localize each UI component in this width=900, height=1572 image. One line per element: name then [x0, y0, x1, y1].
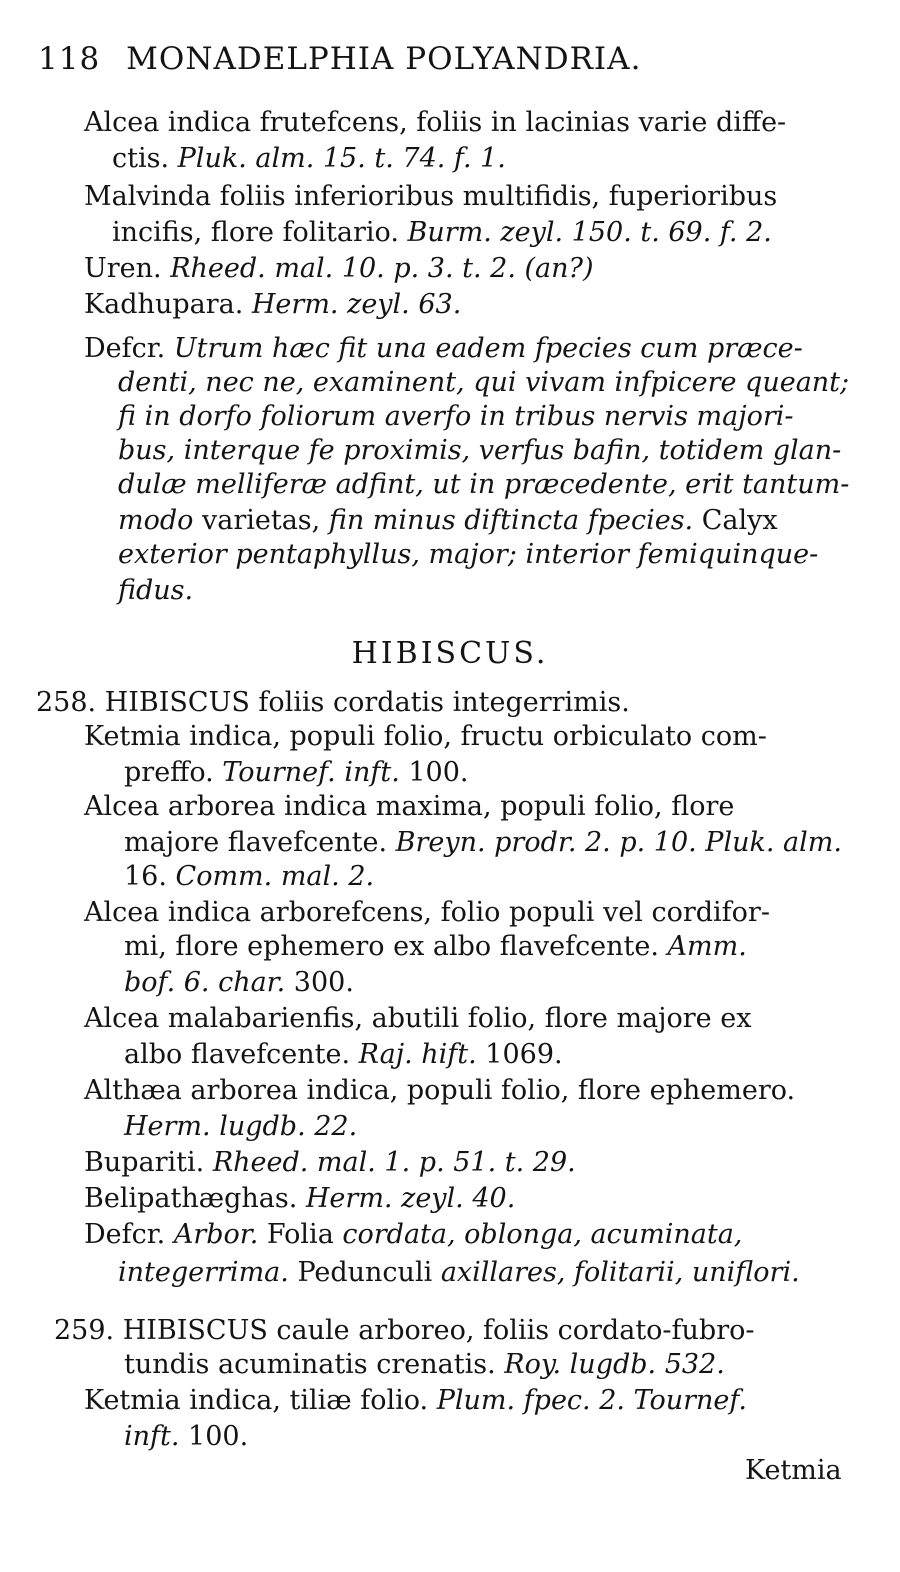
roman-run: 258. HIBISCUS foliis cordatis integerrimis. [36, 687, 630, 718]
italic-run: Herm. zeyl. 63. [251, 289, 462, 320]
italic-run: Comm. mal. 2. [175, 861, 375, 892]
description-line [118, 468, 849, 502]
description-line [84, 332, 803, 366]
entry-258-line [124, 966, 354, 1000]
roman-run: Pedunculi [288, 1257, 441, 1288]
italic-run: dulæ melliferæ adfint, ut in præcedente, erit tantum- [118, 469, 850, 500]
entry-258-line [84, 720, 767, 754]
catchword: Ketmia [745, 1455, 842, 1486]
roman-run: 300. [293, 967, 354, 998]
italic-run: fidus. [118, 575, 194, 606]
entry-258-line [124, 756, 468, 790]
entry-259-line [84, 1384, 747, 1418]
roman-run: tundis acuminatis crenatis. [124, 1349, 505, 1380]
entry-258-line [124, 930, 747, 964]
italic-run: fi in dorfo foliorum averfo in tribus nervis majori- [118, 401, 794, 432]
italic-run: axillares, folitarii, uniflori. [440, 1257, 800, 1288]
italic-run: Burm. zeyl. 150. t. 69. f. 2. [407, 217, 772, 248]
italic-run: Utrum hæc fit una eadem fpecies cum præce- [173, 333, 803, 364]
entry-258-line [124, 1110, 357, 1144]
description-line [118, 574, 193, 608]
synonym-line [84, 180, 777, 214]
italic-run: Raj. hift. [358, 1039, 486, 1070]
entry-258-line [124, 860, 374, 894]
synonym-line [84, 106, 786, 140]
roman-run: 16. [124, 861, 176, 892]
italic-run: bof. 6. char. [124, 967, 294, 998]
roman-run: mi, flore ephemero ex albo flavefcente. [124, 931, 668, 962]
description-line [118, 538, 818, 572]
entry-259-line [124, 1420, 248, 1454]
roman-run: preffo. [124, 757, 223, 788]
roman-run: Ketmia indica, populi folio, fructu orbiculato com- [84, 721, 767, 752]
italic-run: Plum. fpec. 2. Tournef. [436, 1385, 747, 1416]
roman-run: Alcea indica frutefcens, foliis in lacinias varie diffe- [84, 107, 787, 138]
entry-258-line [118, 1256, 800, 1290]
italic-run: Tournef. inft. [222, 757, 409, 788]
section-title: HIBISCUS. [351, 636, 549, 671]
running-title: MONADELPHIA POLYANDRIA. [126, 41, 642, 77]
italic-run: Herm. lugdb. 22. [124, 1111, 358, 1142]
entry-258-line [84, 1182, 515, 1216]
description-line [118, 434, 841, 468]
italic-run: denti, nec ne, examinent, qui vivam infpicere queant; [118, 367, 850, 398]
entry-258-line [84, 790, 734, 824]
entry-258-line [84, 1146, 576, 1180]
roman-run: 1069. [485, 1039, 563, 1070]
roman-run: Uren. [84, 253, 171, 284]
roman-run: Alcea indica arborefcens, folio populi vel cordifor- [84, 897, 770, 928]
italic-run: fin minus diftincta fpecies. [328, 505, 694, 536]
entry-258-line [124, 1038, 563, 1072]
roman-run: 259. HIBISCUS caule arboreo, foliis cordato-fubro- [54, 1315, 755, 1346]
roman-run: Alcea arborea indica maxima, populi folio, flore [84, 791, 735, 822]
description-line [118, 504, 778, 538]
roman-run: ctis. [112, 143, 178, 174]
roman-run: 100. [408, 757, 469, 788]
italic-run: Rheed. mal. 10. p. 3. t. 2. (an?) [170, 253, 594, 284]
synonym-line [112, 216, 772, 250]
entry-258-line [84, 1218, 742, 1252]
synonym-line [84, 252, 594, 286]
italic-run: bus, interque fe proximis, verfus bafin, totidem glan- [118, 435, 842, 466]
entry-259-line [124, 1348, 725, 1382]
description-line [118, 400, 794, 434]
italic-run: Amm. [667, 931, 747, 962]
roman-run: incifis, flore folitario. [112, 217, 408, 248]
italic-run: Arbor. [173, 1219, 259, 1250]
roman-run: Belipathæghas. [84, 1183, 306, 1214]
italic-run: exterior pentaphyllus, major; interior femiquinque- [118, 539, 819, 570]
synonym-line [112, 142, 506, 176]
page-number: 118 [38, 41, 101, 77]
entry-258-line [36, 686, 630, 720]
roman-run: varietas, [201, 505, 329, 536]
roman-run: Ketmia indica, tiliæ folio. [84, 1385, 437, 1416]
roman-run: Althæa arborea indica, populi folio, flore ephemero. [84, 1075, 796, 1106]
italic-run: integerrima. [118, 1257, 289, 1288]
roman-run: majore flavefcente. [124, 827, 396, 858]
italic-run: Breyn. prodr. 2. p. 10. Pluk. alm. [395, 827, 842, 858]
italic-run: Pluk. alm. 15. t. 74. f. 1. [177, 143, 506, 174]
entry-258-line [124, 826, 842, 860]
description-line [118, 366, 849, 400]
entry-258-line [84, 1074, 795, 1108]
roman-run: Alcea malabarienfis, abutili folio, flore majore ex [84, 1003, 752, 1034]
roman-run: Defcr. [84, 1219, 174, 1250]
entry-258-line [84, 1002, 751, 1036]
italic-run: cordata, oblonga, acuminata, [342, 1219, 743, 1250]
italic-run: Herm. zeyl. 40. [305, 1183, 516, 1214]
roman-run: albo flavefcente. [124, 1039, 359, 1070]
italic-run: modo [118, 505, 202, 536]
entry-259-line [54, 1314, 755, 1348]
italic-run: Rheed. mal. 1. p. 51. t. 29. [212, 1147, 576, 1178]
roman-run: Malvinda foliis inferioribus multifidis, fuperioribus [84, 181, 778, 212]
italic-run: inft. [124, 1421, 189, 1452]
italic-run: Roy. lugdb. 532. [504, 1349, 725, 1380]
roman-run: Calyx [693, 505, 778, 536]
roman-run: Defcr. [84, 333, 174, 364]
synonym-line [84, 288, 461, 322]
entry-258-line [84, 896, 770, 930]
page-header [38, 42, 641, 76]
roman-run: Folia [258, 1219, 343, 1250]
roman-run: 100. [188, 1421, 249, 1452]
roman-run: Bupariti. [84, 1147, 213, 1178]
roman-run: Kadhupara. [84, 289, 252, 320]
